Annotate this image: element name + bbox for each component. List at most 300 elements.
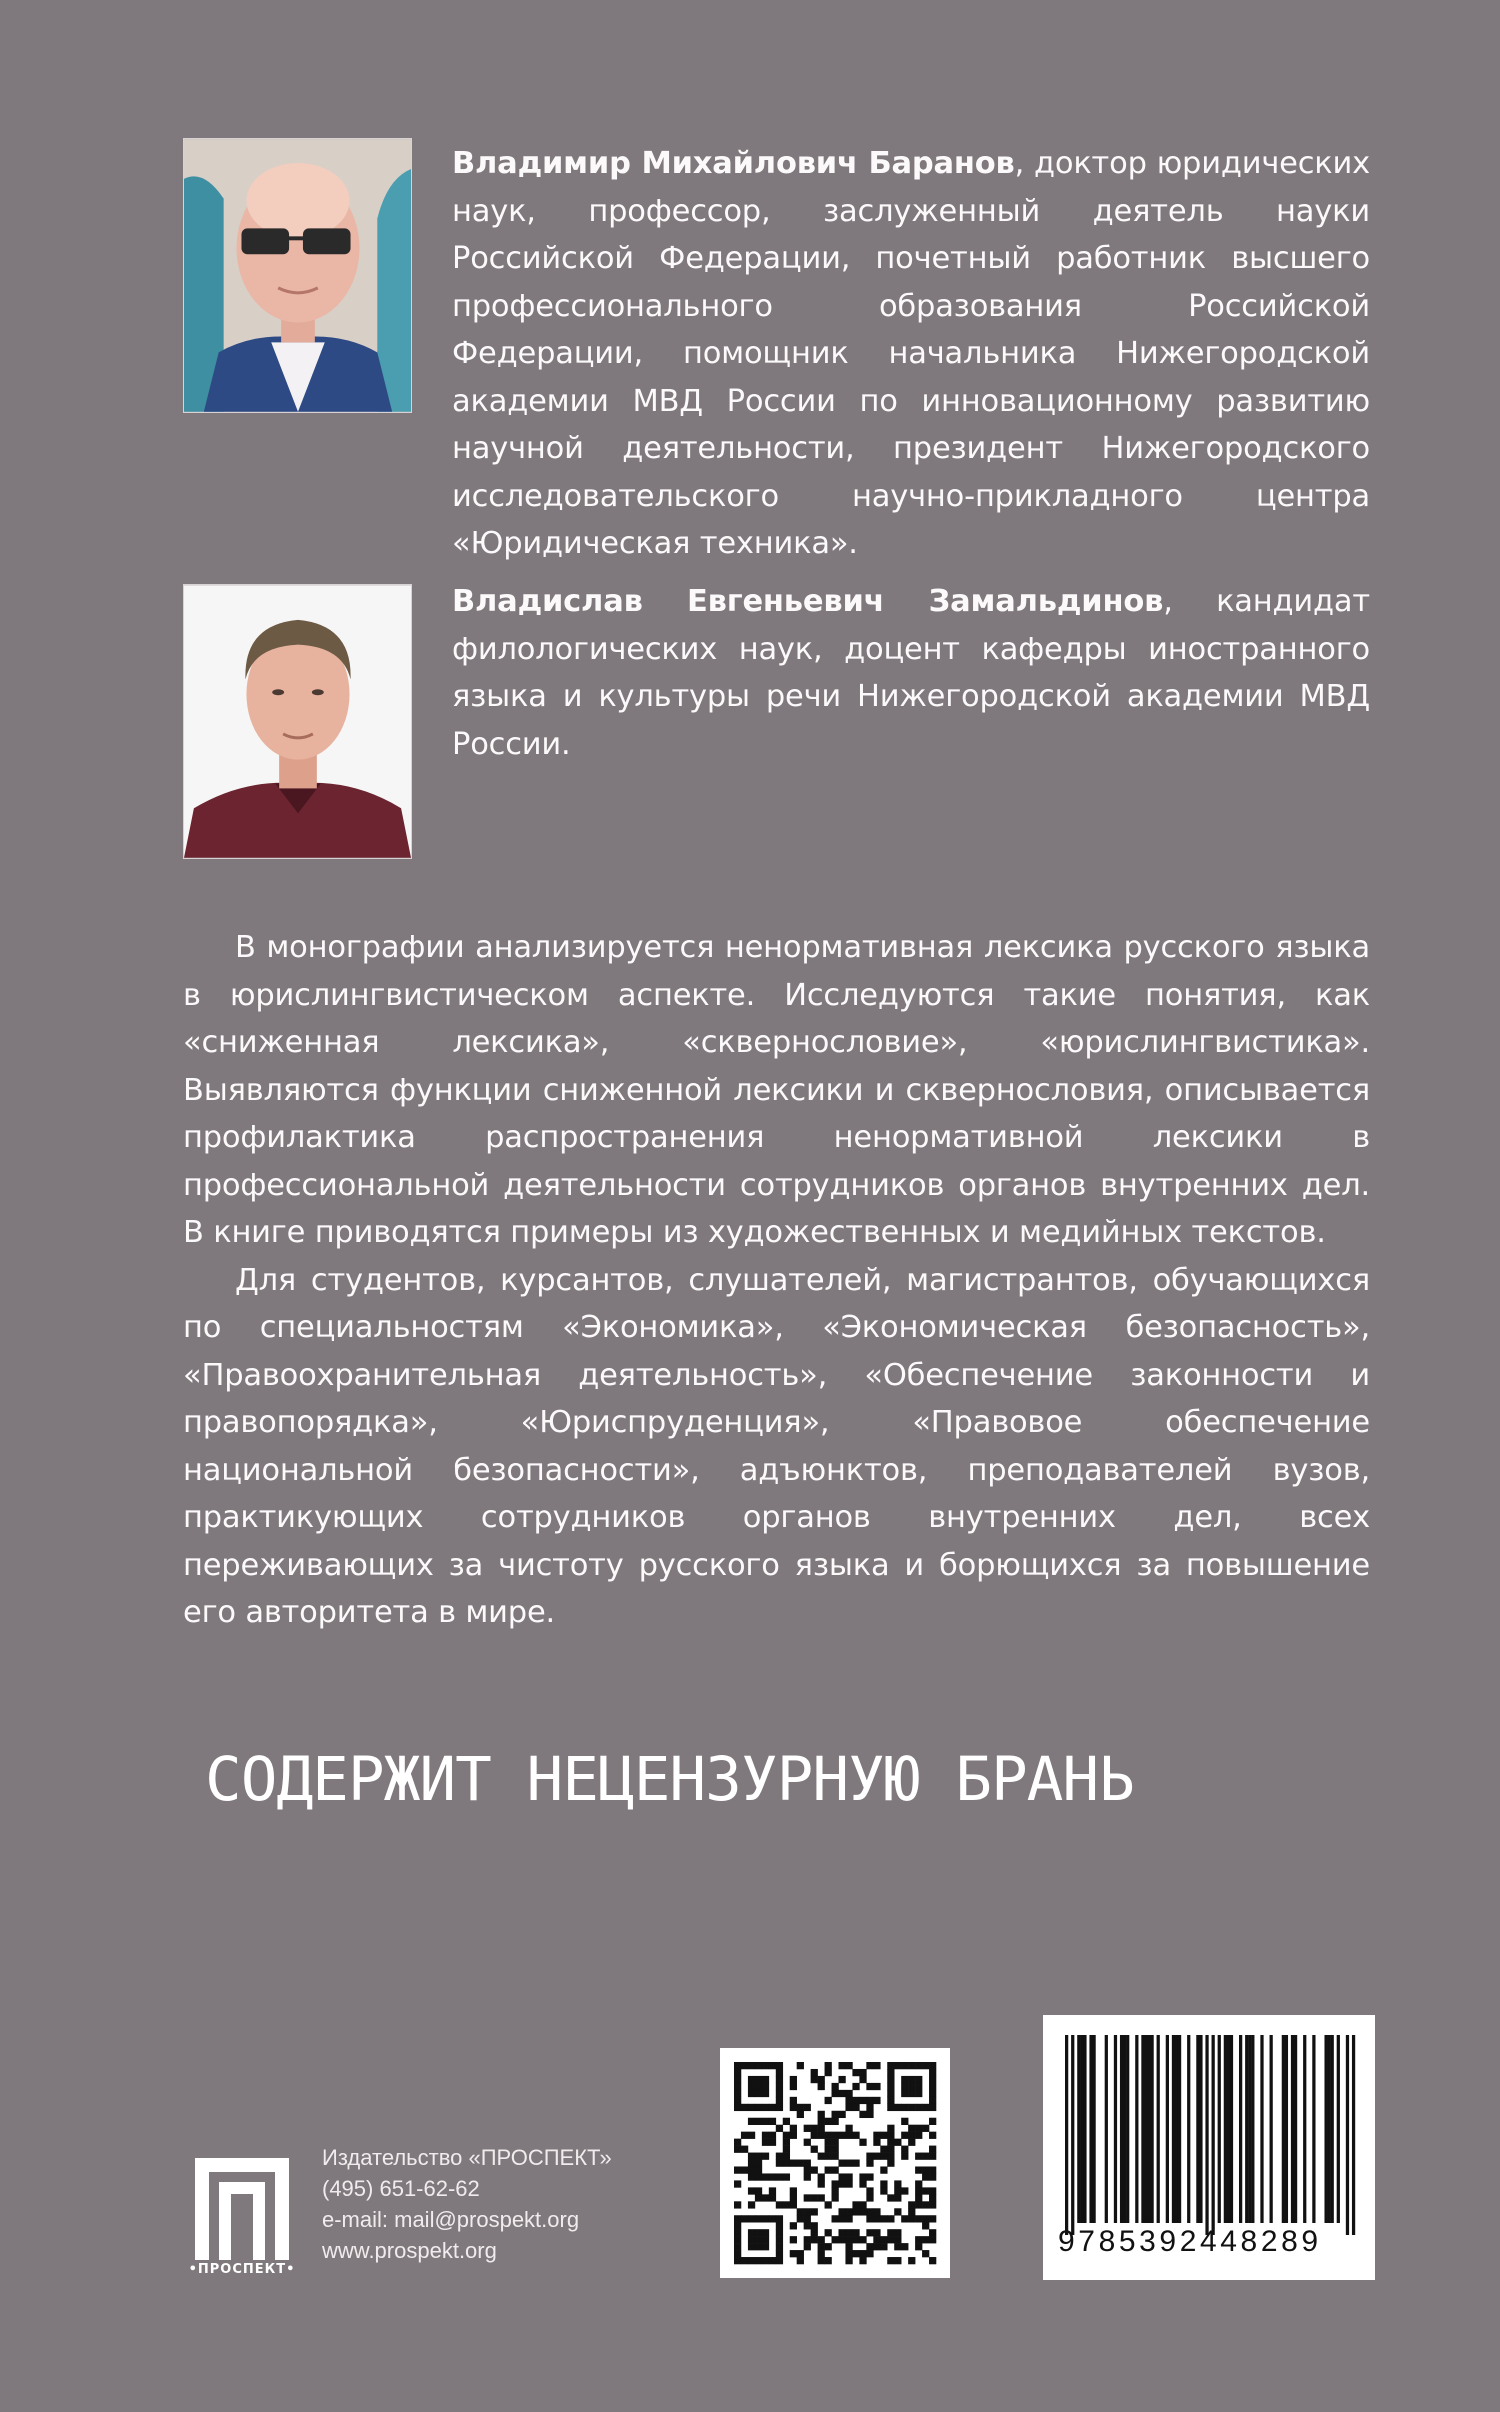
qr-module bbox=[845, 2243, 852, 2250]
qr-module bbox=[825, 2201, 832, 2208]
qr-module bbox=[866, 2062, 873, 2069]
qr-module bbox=[804, 2236, 811, 2243]
qr-module bbox=[832, 2146, 839, 2153]
qr-module bbox=[929, 2062, 936, 2069]
qr-module bbox=[762, 2153, 769, 2160]
qr-module bbox=[880, 2166, 887, 2173]
qr-module bbox=[866, 2208, 873, 2215]
qr-module bbox=[797, 2257, 804, 2264]
barcode-bar bbox=[1282, 2035, 1285, 2223]
qr-module bbox=[880, 2243, 887, 2250]
barcode-bar bbox=[1080, 2035, 1083, 2223]
author-photo-baranov bbox=[183, 138, 412, 413]
publisher-info bbox=[322, 2142, 682, 2266]
qr-module bbox=[755, 2257, 762, 2264]
qr-module bbox=[734, 2250, 741, 2257]
qr-module bbox=[811, 2194, 818, 2201]
qr-module bbox=[748, 2118, 755, 2125]
qr-module bbox=[915, 2062, 922, 2069]
qr-module bbox=[915, 2180, 922, 2187]
qr-module bbox=[748, 2173, 755, 2180]
qr-module bbox=[755, 2187, 762, 2194]
qr-module bbox=[859, 2250, 866, 2257]
qr-module bbox=[845, 2160, 852, 2167]
barcode-bar bbox=[1328, 2035, 1331, 2223]
qr-module bbox=[859, 2208, 866, 2215]
qr-module bbox=[832, 2236, 839, 2243]
qr-module bbox=[797, 2250, 804, 2257]
qr-module bbox=[783, 2201, 790, 2208]
qr-module bbox=[859, 2069, 866, 2076]
publisher-name: Издательство «ПРОСПЕКТ» bbox=[322, 2145, 612, 2170]
qr-module bbox=[929, 2187, 936, 2194]
qr-module bbox=[790, 2160, 797, 2167]
qr-module bbox=[811, 2166, 818, 2173]
qr-module bbox=[922, 2222, 929, 2229]
qr-module bbox=[755, 2236, 762, 2243]
qr-module bbox=[825, 2229, 832, 2236]
qr-module bbox=[859, 2173, 866, 2180]
qr-module bbox=[852, 2132, 859, 2139]
qr-code bbox=[720, 2048, 950, 2278]
qr-module bbox=[741, 2166, 748, 2173]
qr-module bbox=[804, 2215, 811, 2222]
barcode-bar bbox=[1230, 2035, 1233, 2223]
qr-module bbox=[887, 2090, 894, 2097]
audience-paragraph: Для студентов, курсантов, слушателей, магистрантов, обучающихся по специальностям «Экономика», «Экономическая безопасность», «Правоохранительная деятельность», «Обеспечение законности и правопорядка», «Юриспруденция», «Правовое обеспечение национальной безопасности», адъюнктов, преподавателей вузов, практикующих сотрудников органов внутренних дел, всех переживающих за чистоту русского языка и борющихся за повышение его авторитета в мире. bbox=[183, 1262, 1370, 1630]
qr-module bbox=[832, 2187, 839, 2194]
qr-module bbox=[866, 2215, 873, 2222]
qr-module bbox=[790, 2222, 797, 2229]
barcode-bar bbox=[1135, 2035, 1138, 2223]
qr-module bbox=[762, 2139, 769, 2146]
qr-module bbox=[734, 2236, 741, 2243]
qr-module bbox=[762, 2076, 769, 2083]
qr-module bbox=[776, 2062, 783, 2069]
qr-module bbox=[838, 2090, 845, 2097]
qr-module bbox=[880, 2146, 887, 2153]
qr-module bbox=[762, 2215, 769, 2222]
qr-module bbox=[859, 2097, 866, 2104]
barcode-bar bbox=[1352, 2035, 1355, 2235]
qr-module bbox=[783, 2146, 790, 2153]
barcode-bar bbox=[1157, 2035, 1160, 2223]
barcode-bar bbox=[1270, 2035, 1273, 2223]
barcode-bar bbox=[1126, 2035, 1129, 2223]
qr-module bbox=[901, 2243, 908, 2250]
qr-module bbox=[790, 2076, 797, 2083]
qr-module bbox=[741, 2215, 748, 2222]
qr-module bbox=[908, 2201, 915, 2208]
barcode-bar bbox=[1239, 2035, 1242, 2223]
qr-module bbox=[832, 2083, 839, 2090]
qr-module bbox=[790, 2125, 797, 2132]
qr-module bbox=[838, 2180, 845, 2187]
qr-module bbox=[804, 2173, 811, 2180]
qr-module bbox=[887, 2160, 894, 2167]
qr-module bbox=[894, 2194, 901, 2201]
qr-module bbox=[852, 2201, 859, 2208]
qr-module bbox=[873, 2243, 880, 2250]
barcode-bar bbox=[1205, 2035, 1208, 2235]
qr-module bbox=[797, 2111, 804, 2118]
qr-module bbox=[776, 2257, 783, 2264]
qr-module bbox=[873, 2132, 880, 2139]
qr-module bbox=[790, 2104, 797, 2111]
qr-module bbox=[845, 2132, 852, 2139]
qr-module bbox=[769, 2257, 776, 2264]
barcode-bar bbox=[1324, 2035, 1327, 2223]
barcode-bar bbox=[1312, 2035, 1315, 2223]
barcode-bar bbox=[1178, 2035, 1181, 2223]
qr-module bbox=[922, 2173, 929, 2180]
qr-module bbox=[915, 2194, 922, 2201]
qr-module bbox=[804, 2139, 811, 2146]
qr-module bbox=[748, 2201, 755, 2208]
description-paragraph: В монографии анализируется ненормативная лексика русского языка в юрислингвистическом аспекте. Исследуются такие понятия, как «сниженная лексика», «сквернословие», «юрислингвистика». Выявляются функции сниженной лексики и сквернословия, описывается профилактика распространения ненормативной лексики в профессиональной деятельности сотрудников органов внутренних дел. В книге приводятся примеры из художественных и медийных текстов. bbox=[183, 930, 1370, 1250]
qr-module bbox=[734, 2104, 741, 2111]
qr-module bbox=[908, 2208, 915, 2215]
qr-module bbox=[734, 2166, 741, 2173]
qr-module bbox=[797, 2062, 804, 2069]
qr-module bbox=[762, 2132, 769, 2139]
qr-module bbox=[811, 2236, 818, 2243]
qr-module bbox=[776, 2236, 783, 2243]
qr-module bbox=[852, 2069, 859, 2076]
qr-module bbox=[894, 2104, 901, 2111]
barcode-bar bbox=[1303, 2035, 1306, 2223]
qr-module bbox=[776, 2250, 783, 2257]
qr-module bbox=[811, 2132, 818, 2139]
qr-module bbox=[866, 2229, 873, 2236]
qr-module bbox=[852, 2208, 859, 2215]
qr-module bbox=[832, 2090, 839, 2097]
qr-module bbox=[880, 2215, 887, 2222]
qr-module bbox=[845, 2229, 852, 2236]
qr-module bbox=[887, 2076, 894, 2083]
qr-module bbox=[755, 2083, 762, 2090]
qr-module bbox=[734, 2097, 741, 2104]
qr-module bbox=[832, 2111, 839, 2118]
qr-module bbox=[797, 2215, 804, 2222]
qr-module bbox=[908, 2215, 915, 2222]
qr-module bbox=[776, 2104, 783, 2111]
qr-module bbox=[859, 2139, 866, 2146]
barcode-bar bbox=[1218, 2035, 1221, 2223]
qr-module bbox=[922, 2201, 929, 2208]
qr-module bbox=[859, 2076, 866, 2083]
qr-module bbox=[748, 2062, 755, 2069]
barcode-bar bbox=[1077, 2035, 1080, 2223]
qr-module bbox=[818, 2153, 825, 2160]
qr-module bbox=[825, 2118, 832, 2125]
qr-module bbox=[915, 2201, 922, 2208]
qr-module bbox=[908, 2062, 915, 2069]
qr-module bbox=[804, 2208, 811, 2215]
qr-module bbox=[852, 2250, 859, 2257]
qr-module bbox=[908, 2090, 915, 2097]
barcode-bar bbox=[1141, 2035, 1144, 2223]
qr-module bbox=[811, 2229, 818, 2236]
qr-module bbox=[790, 2097, 797, 2104]
qr-module bbox=[838, 2111, 845, 2118]
qr-module bbox=[894, 2187, 901, 2194]
qr-module bbox=[852, 2229, 859, 2236]
qr-module bbox=[901, 2083, 908, 2090]
qr-module bbox=[873, 2236, 880, 2243]
qr-module bbox=[915, 2153, 922, 2160]
qr-module bbox=[887, 2069, 894, 2076]
barcode-bar bbox=[1123, 2035, 1126, 2223]
qr-module bbox=[929, 2090, 936, 2097]
barcode-bar bbox=[1120, 2035, 1123, 2223]
qr-module bbox=[776, 2229, 783, 2236]
qr-module bbox=[929, 2076, 936, 2083]
barcode-bar bbox=[1089, 2035, 1092, 2223]
qr-module bbox=[887, 2229, 894, 2236]
qr-module bbox=[811, 2146, 818, 2153]
qr-module bbox=[741, 2257, 748, 2264]
qr-module bbox=[769, 2132, 776, 2139]
qr-module bbox=[769, 2215, 776, 2222]
qr-module bbox=[755, 2076, 762, 2083]
qr-module bbox=[887, 2139, 894, 2146]
qr-module bbox=[825, 2069, 832, 2076]
qr-module bbox=[818, 2118, 825, 2125]
qr-module bbox=[922, 2104, 929, 2111]
qr-module bbox=[929, 2097, 936, 2104]
qr-module bbox=[922, 2153, 929, 2160]
qr-module bbox=[741, 2146, 748, 2153]
qr-module bbox=[748, 2166, 755, 2173]
qr-module bbox=[776, 2097, 783, 2104]
qr-module bbox=[790, 2194, 797, 2201]
qr-module bbox=[838, 2173, 845, 2180]
author-bio-text-zamaldinov: , кандидат филологических наук, доцент кафедры иностранного языка и культуры речи Нижегородской академии МВД России. bbox=[452, 584, 1370, 762]
qr-module bbox=[894, 2229, 901, 2236]
qr-module bbox=[762, 2257, 769, 2264]
qr-module bbox=[818, 2111, 825, 2118]
qr-module bbox=[825, 2166, 832, 2173]
qr-module bbox=[838, 2132, 845, 2139]
barcode-bar bbox=[1285, 2035, 1288, 2223]
qr-module bbox=[880, 2132, 887, 2139]
qr-module bbox=[866, 2187, 873, 2194]
qr-module bbox=[762, 2173, 769, 2180]
qr-module bbox=[852, 2160, 859, 2167]
qr-module bbox=[804, 2160, 811, 2167]
qr-module bbox=[866, 2111, 873, 2118]
qr-module bbox=[901, 2062, 908, 2069]
qr-module bbox=[762, 2090, 769, 2097]
qr-module bbox=[783, 2132, 790, 2139]
qr-module bbox=[866, 2194, 873, 2201]
qr-module bbox=[880, 2187, 887, 2194]
qr-module bbox=[762, 2083, 769, 2090]
qr-module bbox=[908, 2076, 915, 2083]
qr-module bbox=[734, 2083, 741, 2090]
qr-module bbox=[790, 2201, 797, 2208]
qr-module bbox=[929, 2236, 936, 2243]
qr-module bbox=[908, 2083, 915, 2090]
qr-module bbox=[901, 2153, 908, 2160]
qr-module bbox=[894, 2243, 901, 2250]
qr-module bbox=[734, 2180, 741, 2187]
barcode-bar bbox=[1147, 2035, 1150, 2223]
qr-module bbox=[915, 2236, 922, 2243]
qr-module bbox=[929, 2118, 936, 2125]
qr-module bbox=[804, 2222, 811, 2229]
qr-module bbox=[887, 2125, 894, 2132]
qr-module bbox=[790, 2083, 797, 2090]
barcode-bar bbox=[1187, 2035, 1190, 2223]
qr-module bbox=[734, 2215, 741, 2222]
barcode-bar bbox=[1337, 2035, 1340, 2223]
qr-module bbox=[818, 2236, 825, 2243]
qr-module bbox=[755, 2104, 762, 2111]
qr-module bbox=[845, 2180, 852, 2187]
qr-module bbox=[908, 2125, 915, 2132]
qr-module bbox=[811, 2208, 818, 2215]
barcode-bar bbox=[1144, 2035, 1147, 2223]
qr-module bbox=[887, 2083, 894, 2090]
qr-module bbox=[873, 2208, 880, 2215]
qr-module bbox=[845, 2250, 852, 2257]
qr-module bbox=[908, 2104, 915, 2111]
qr-module bbox=[866, 2243, 873, 2250]
qr-module bbox=[769, 2118, 776, 2125]
qr-module bbox=[748, 2229, 755, 2236]
qr-module bbox=[748, 2215, 755, 2222]
qr-module bbox=[880, 2153, 887, 2160]
qr-module bbox=[859, 2257, 866, 2264]
qr-module bbox=[804, 2194, 811, 2201]
qr-module bbox=[755, 2215, 762, 2222]
qr-module bbox=[929, 2194, 936, 2201]
qr-module bbox=[825, 2062, 832, 2069]
author-bio-baranov bbox=[452, 140, 1370, 568]
author-name-baranov: Владимир Михайлович Баранов bbox=[452, 146, 1015, 181]
qr-module bbox=[866, 2173, 873, 2180]
qr-module bbox=[804, 2166, 811, 2173]
qr-module bbox=[790, 2187, 797, 2194]
qr-module bbox=[873, 2153, 880, 2160]
qr-module bbox=[929, 2153, 936, 2160]
barcode-bar bbox=[1251, 2035, 1254, 2223]
barcode-bar bbox=[1199, 2035, 1202, 2223]
barcode-bar bbox=[1196, 2035, 1199, 2223]
qr-module bbox=[838, 2236, 845, 2243]
qr-module bbox=[776, 2243, 783, 2250]
qr-module bbox=[845, 2173, 852, 2180]
qr-module bbox=[922, 2166, 929, 2173]
qr-module bbox=[929, 2173, 936, 2180]
author-photo-zamaldinov bbox=[183, 584, 412, 859]
qr-module bbox=[734, 2069, 741, 2076]
qr-module bbox=[832, 2118, 839, 2125]
qr-module bbox=[755, 2062, 762, 2069]
qr-module bbox=[894, 2139, 901, 2146]
qr-module bbox=[804, 2125, 811, 2132]
qr-module bbox=[845, 2215, 852, 2222]
qr-module bbox=[845, 2097, 852, 2104]
author-name-zamaldinov: Владислав Евгеньевич Замальдинов bbox=[452, 584, 1164, 619]
qr-module bbox=[901, 2090, 908, 2097]
author-bio-text-baranov: , доктор юридических наук, профессор, заслуженный деятель науки Российской Федерации, почетный работник высшего профессионального образования Российской Федерации, помощник начальника Нижегородской академии МВД России по инновационному развитию научной деятельности, президент Нижегородского исследовательского научно-прикладного центра «Юридическая техника». bbox=[452, 146, 1370, 561]
qr-module bbox=[859, 2180, 866, 2187]
qr-module bbox=[929, 2215, 936, 2222]
qr-module bbox=[887, 2132, 894, 2139]
qr-module bbox=[748, 2243, 755, 2250]
qr-module bbox=[887, 2257, 894, 2264]
qr-module bbox=[734, 2201, 741, 2208]
qr-module bbox=[929, 2229, 936, 2236]
qr-module bbox=[873, 2229, 880, 2236]
qr-module bbox=[734, 2062, 741, 2069]
qr-module bbox=[894, 2180, 901, 2187]
qr-module bbox=[915, 2076, 922, 2083]
qr-module bbox=[762, 2236, 769, 2243]
qr-module bbox=[797, 2208, 804, 2215]
qr-module bbox=[838, 2215, 845, 2222]
qr-module bbox=[741, 2104, 748, 2111]
qr-module bbox=[845, 2062, 852, 2069]
qr-module bbox=[762, 2229, 769, 2236]
qr-module bbox=[894, 2236, 901, 2243]
qr-module bbox=[887, 2097, 894, 2104]
qr-module bbox=[769, 2104, 776, 2111]
qr-module bbox=[818, 2132, 825, 2139]
qr-module bbox=[915, 2166, 922, 2173]
qr-module bbox=[769, 2194, 776, 2201]
qr-module bbox=[832, 2215, 839, 2222]
qr-module bbox=[880, 2180, 887, 2187]
barcode-bar bbox=[1065, 2035, 1068, 2235]
qr-module bbox=[845, 2236, 852, 2243]
qr-module bbox=[762, 2118, 769, 2125]
barcode-bar bbox=[1294, 2035, 1297, 2223]
qr-module bbox=[859, 2236, 866, 2243]
qr-module bbox=[887, 2215, 894, 2222]
qr-module bbox=[741, 2132, 748, 2139]
qr-module bbox=[901, 2118, 908, 2125]
qr-module bbox=[734, 2229, 741, 2236]
qr-module bbox=[769, 2173, 776, 2180]
qr-module bbox=[748, 2076, 755, 2083]
qr-module bbox=[838, 2076, 845, 2083]
qr-module bbox=[901, 2104, 908, 2111]
qr-module bbox=[755, 2229, 762, 2236]
qr-module bbox=[748, 2104, 755, 2111]
qr-module bbox=[832, 2180, 839, 2187]
qr-module bbox=[887, 2194, 894, 2201]
qr-module bbox=[818, 2083, 825, 2090]
qr-module bbox=[734, 2139, 741, 2146]
qr-module bbox=[929, 2166, 936, 2173]
barcode-bar bbox=[1331, 2035, 1334, 2223]
qr-module bbox=[762, 2104, 769, 2111]
barcode-bar bbox=[1248, 2035, 1251, 2223]
qr-module bbox=[852, 2104, 859, 2111]
qr-module bbox=[894, 2062, 901, 2069]
qr-module bbox=[776, 2222, 783, 2229]
barcode-bar bbox=[1245, 2035, 1248, 2223]
qr-module bbox=[783, 2173, 790, 2180]
qr-module bbox=[776, 2160, 783, 2167]
qr-module bbox=[915, 2243, 922, 2250]
qr-module bbox=[832, 2194, 839, 2201]
barcode-bar bbox=[1071, 2035, 1074, 2235]
